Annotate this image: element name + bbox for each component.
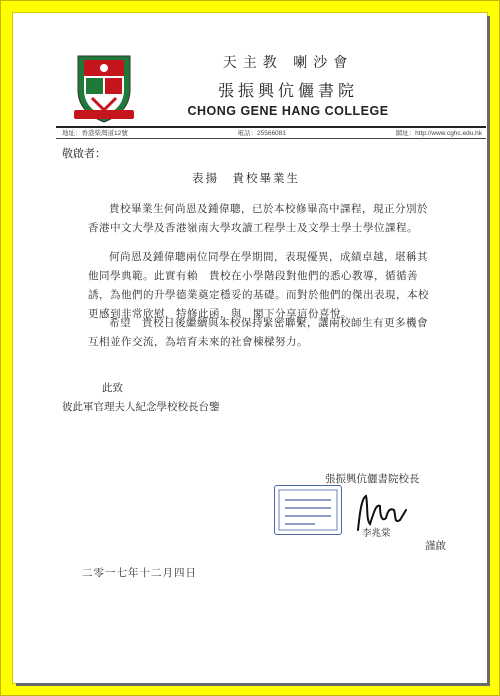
closing-phrase: 此致 [102, 382, 123, 394]
contact-line [62, 128, 482, 137]
letter-page [20, 20, 482, 668]
signatory-title: 張振興伉儷書院校長 [325, 473, 420, 485]
recipient-line: 彼此軍官理夫人紀念學校校長台鑒 [62, 401, 220, 413]
paragraph-2: 何尚恩及鍾偉聰兩位同學在學期間，表現優異，成績卓越，堪稱其他同學典範。此實有賴 貴校在小學階段對他們的悉心教導，循循善誘，為他們的升學德業奠定穩妥的基礎。而對於他們的傑出表現，本校更感到非常欣慰，特修此函，與 閣下分享這份喜悅。 [88, 251, 429, 320]
school-name-english: CHONG GENE HANG COLLEGE [187, 104, 389, 118]
respectful-close: 謹啟 [425, 540, 446, 552]
address-text: 地址：香港柴灣道12號 [62, 130, 128, 137]
catholic-lasalle-line: 天主教 喇沙會 [222, 55, 354, 71]
paragraph-3: 希望 貴校日後繼續與本校保持緊密聯繫，讓兩校師生有更多機會互相並作交流，為培育未來的社會棟樑努力。 [88, 317, 428, 348]
header-rule-bottom [56, 138, 486, 139]
website-text: 網址：http://www.cghc.edu.hk [395, 130, 482, 137]
school-crest-logo [72, 50, 136, 126]
letter-subject: 表揚 貴校畢業生 [192, 171, 300, 185]
school-seal-stamp [274, 485, 342, 535]
salutation: 敬啟者： [62, 147, 106, 160]
phone-text: 電話：25566081 [237, 130, 286, 137]
paragraph-1: 貴校畢業生何尚恩及鍾偉聰，已於本校修畢高中課程，現正分別於香港中文大學及香港嶺南大學攻讀工程學士及文學士學士學位課程。 [88, 203, 428, 234]
school-name-chinese: 張振興伉儷書院 [217, 81, 358, 100]
letter-date: 二零一七年十二月四日 [82, 567, 197, 579]
letterhead-text [148, 52, 428, 118]
signatory-name: 李兆棠 [362, 528, 391, 539]
